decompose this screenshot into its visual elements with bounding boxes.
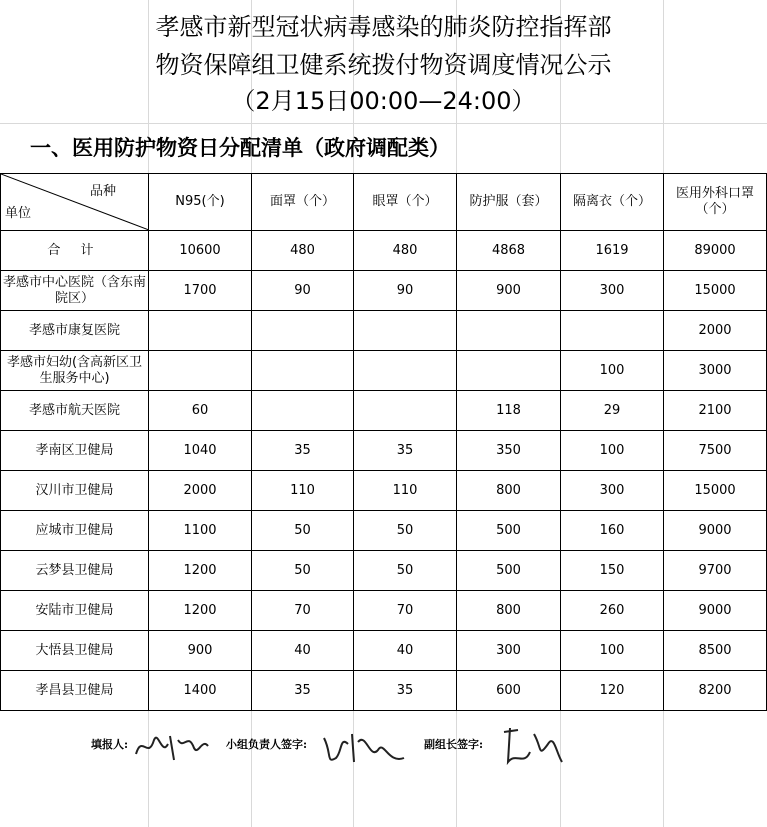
cell-protective-suit: 600 xyxy=(457,671,561,711)
cell-face-shield xyxy=(252,311,354,351)
cell-surgical-mask: 3000 xyxy=(664,351,767,391)
document-date-range: （2月15日00:00—24:00） xyxy=(231,87,536,115)
cell-protective-suit: 300 xyxy=(457,631,561,671)
signature-area xyxy=(0,722,767,792)
cell-isolation-gown: 260 xyxy=(561,591,664,631)
deputy-label: 副组长签字: xyxy=(424,738,484,751)
cell-goggles: 110 xyxy=(354,471,457,511)
cell-isolation-gown: 29 xyxy=(561,391,664,431)
cell-face-shield: 90 xyxy=(252,271,354,311)
cell-protective-suit: 800 xyxy=(457,591,561,631)
cell-surgical-mask: 2000 xyxy=(664,311,767,351)
cell-isolation-gown: 100 xyxy=(561,351,664,391)
cell-goggles: 480 xyxy=(354,231,457,271)
header-corner-cell xyxy=(1,174,149,231)
cell-face-shield xyxy=(252,351,354,391)
cell-isolation-gown: 100 xyxy=(561,431,664,471)
cell-face-shield: 40 xyxy=(252,631,354,671)
unit-name: 孝昌县卫健局 xyxy=(1,671,149,711)
cell-surgical-mask: 2100 xyxy=(664,391,767,431)
total-label: 合 计 xyxy=(1,231,149,271)
filler-label: 填报人: xyxy=(91,738,129,751)
total-row xyxy=(1,231,767,271)
document-title-line1: 孝感市新型冠状病毒感染的肺炎防控指挥部 xyxy=(155,13,612,41)
cell-face-shield xyxy=(252,391,354,431)
cell-goggles xyxy=(354,311,457,351)
cell-face-shield: 35 xyxy=(252,671,354,711)
cell-goggles: 70 xyxy=(354,591,457,631)
cell-n95: 60 xyxy=(149,391,252,431)
unit-name: 孝感市航天医院 xyxy=(1,391,149,431)
unit-name: 孝南区卫健局 xyxy=(1,431,149,471)
unit-name: 安陆市卫健局 xyxy=(1,591,149,631)
table-row xyxy=(1,631,767,671)
cell-surgical-mask: 8500 xyxy=(664,631,767,671)
cell-isolation-gown: 1619 xyxy=(561,231,664,271)
table-row xyxy=(1,471,767,511)
header-protective-suit: 防护服（套） xyxy=(457,174,561,231)
section-title: 一、医用防护物资日分配清单（政府调配类） xyxy=(30,136,450,160)
cell-n95: 900 xyxy=(149,631,252,671)
cell-protective-suit: 500 xyxy=(457,511,561,551)
header-surgical-mask: 医用外科口罩（个） xyxy=(664,174,767,231)
cell-n95: 1040 xyxy=(149,431,252,471)
cell-face-shield: 70 xyxy=(252,591,354,631)
table-row xyxy=(1,311,767,351)
header-unit-label: 单位 xyxy=(5,206,32,221)
cell-goggles: 50 xyxy=(354,551,457,591)
cell-goggles: 90 xyxy=(354,271,457,311)
cell-n95: 1100 xyxy=(149,511,252,551)
cell-n95: 1700 xyxy=(149,271,252,311)
cell-surgical-mask: 9700 xyxy=(664,551,767,591)
cell-protective-suit: 350 xyxy=(457,431,561,471)
unit-name: 应城市卫健局 xyxy=(1,511,149,551)
table-row xyxy=(1,551,767,591)
header-face-shield: 面罩（个） xyxy=(252,174,354,231)
cell-goggles xyxy=(354,391,457,431)
cell-goggles xyxy=(354,351,457,391)
leader-signature xyxy=(318,724,408,770)
cell-protective-suit xyxy=(457,311,561,351)
cell-n95: 1200 xyxy=(149,591,252,631)
cell-isolation-gown: 160 xyxy=(561,511,664,551)
cell-n95: 1200 xyxy=(149,551,252,591)
cell-goggles: 35 xyxy=(354,431,457,471)
cell-surgical-mask: 9000 xyxy=(664,511,767,551)
allocation-table xyxy=(0,173,767,711)
cell-n95: 1400 xyxy=(149,671,252,711)
table-row xyxy=(1,351,767,391)
cell-n95 xyxy=(149,311,252,351)
cell-goggles: 35 xyxy=(354,671,457,711)
unit-name: 孝感市康复医院 xyxy=(1,311,149,351)
cell-surgical-mask: 89000 xyxy=(664,231,767,271)
cell-n95: 2000 xyxy=(149,471,252,511)
cell-surgical-mask: 7500 xyxy=(664,431,767,471)
unit-name: 孝感市妇幼(含高新区卫生服务中心) xyxy=(1,351,149,391)
table-row xyxy=(1,391,767,431)
header-goggles: 眼罩（个） xyxy=(354,174,457,231)
cell-face-shield: 35 xyxy=(252,431,354,471)
unit-name: 大悟县卫健局 xyxy=(1,631,149,671)
header-n95: N95(个) xyxy=(149,174,252,231)
cell-goggles: 40 xyxy=(354,631,457,671)
cell-protective-suit: 4868 xyxy=(457,231,561,271)
cell-isolation-gown: 300 xyxy=(561,471,664,511)
cell-n95 xyxy=(149,351,252,391)
gridline xyxy=(0,123,767,124)
table-row xyxy=(1,431,767,471)
cell-protective-suit: 800 xyxy=(457,471,561,511)
cell-n95: 10600 xyxy=(149,231,252,271)
cell-protective-suit: 500 xyxy=(457,551,561,591)
document-title-line2: 物资保障组卫健系统拨付物资调度情况公示 xyxy=(155,51,612,79)
cell-surgical-mask: 15000 xyxy=(664,471,767,511)
leader-label: 小组负责人签字: xyxy=(226,738,308,751)
cell-isolation-gown: 300 xyxy=(561,271,664,311)
cell-surgical-mask: 8200 xyxy=(664,671,767,711)
header-isolation-gown: 隔离衣（个） xyxy=(561,174,664,231)
deputy-signature xyxy=(496,722,566,772)
cell-face-shield: 110 xyxy=(252,471,354,511)
table-row xyxy=(1,671,767,711)
unit-name: 孝感市中心医院（含东南院区） xyxy=(1,271,149,311)
cell-surgical-mask: 15000 xyxy=(664,271,767,311)
cell-isolation-gown: 150 xyxy=(561,551,664,591)
filler-signature xyxy=(132,726,212,766)
cell-face-shield: 50 xyxy=(252,511,354,551)
cell-isolation-gown: 100 xyxy=(561,631,664,671)
cell-face-shield: 480 xyxy=(252,231,354,271)
cell-protective-suit xyxy=(457,351,561,391)
table-row xyxy=(1,511,767,551)
cell-isolation-gown xyxy=(561,311,664,351)
unit-name: 汉川市卫健局 xyxy=(1,471,149,511)
header-variety-label: 品种 xyxy=(89,184,116,199)
cell-protective-suit: 118 xyxy=(457,391,561,431)
cell-surgical-mask: 9000 xyxy=(664,591,767,631)
unit-name: 云梦县卫健局 xyxy=(1,551,149,591)
table-header-row xyxy=(1,174,767,231)
cell-face-shield: 50 xyxy=(252,551,354,591)
cell-protective-suit: 900 xyxy=(457,271,561,311)
table-row xyxy=(1,591,767,631)
table-row xyxy=(1,271,767,311)
cell-isolation-gown: 120 xyxy=(561,671,664,711)
cell-goggles: 50 xyxy=(354,511,457,551)
